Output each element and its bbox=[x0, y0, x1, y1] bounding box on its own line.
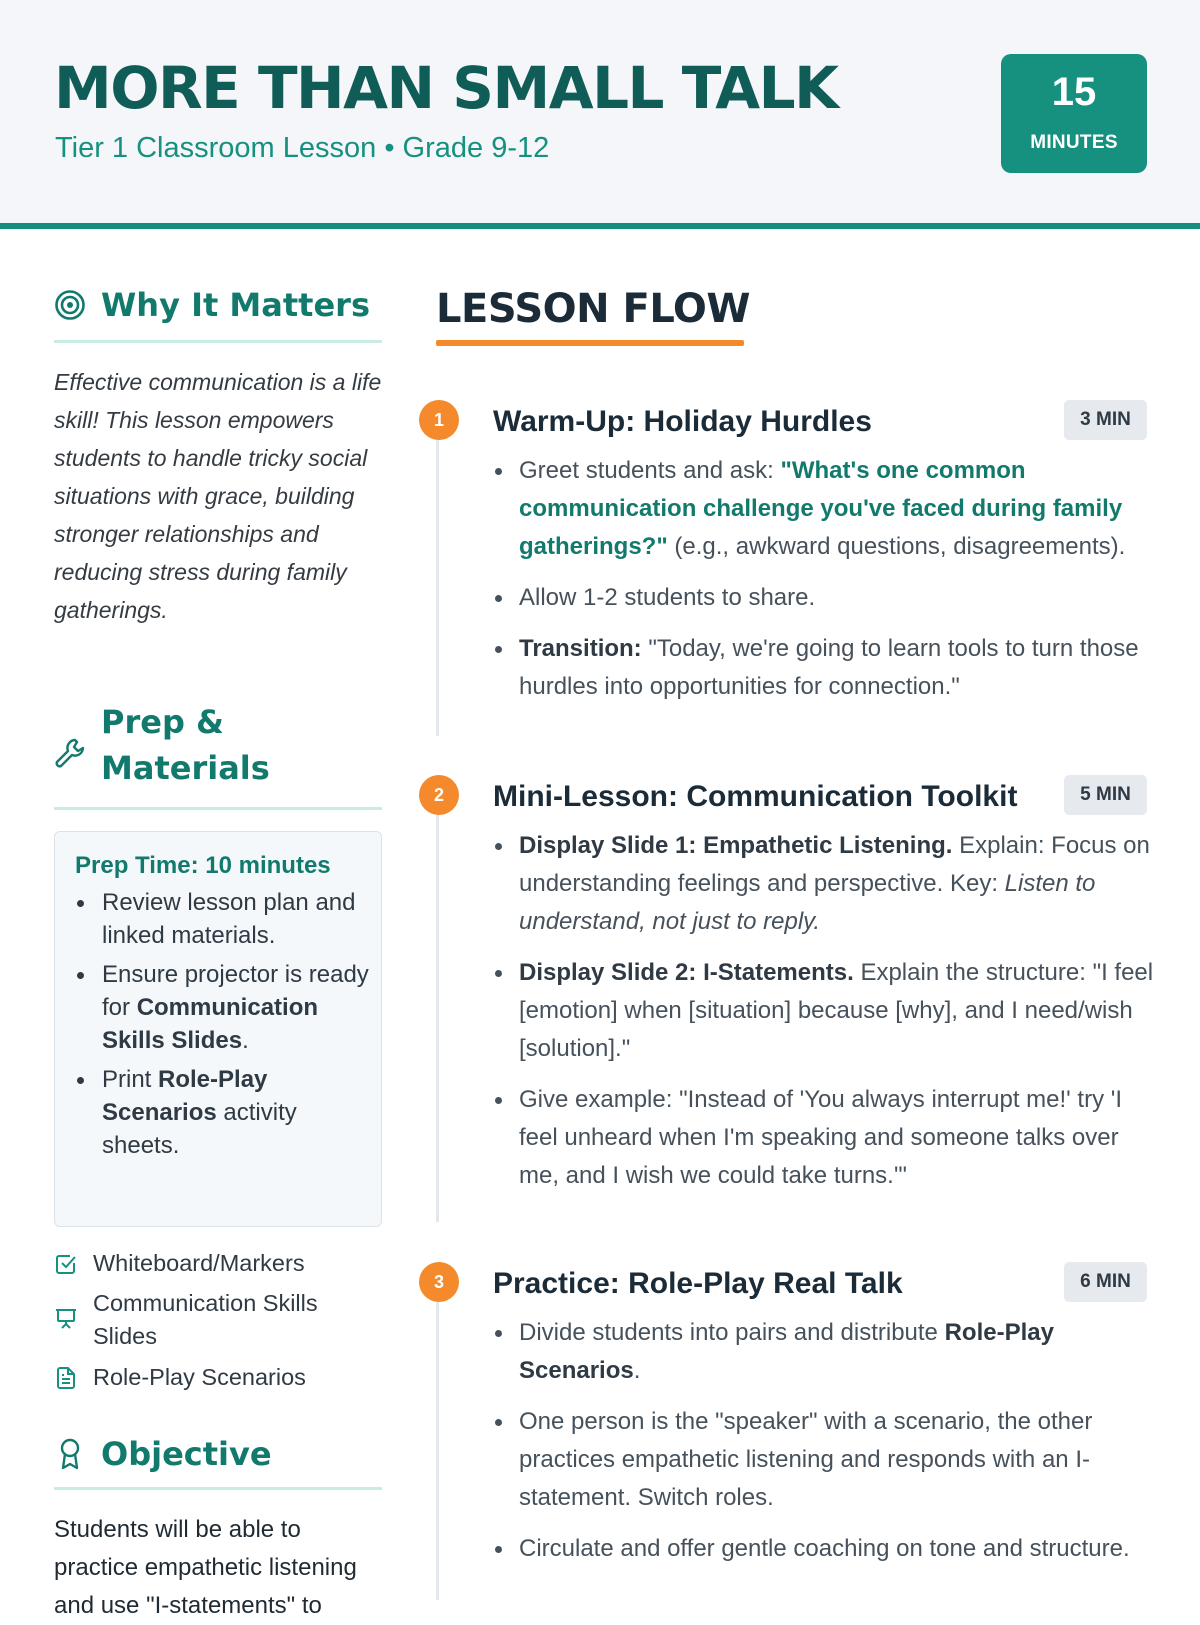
bullet-text: Greet students and ask: bbox=[519, 457, 781, 484]
bullet-text: Explain: Focus on understanding feelings and perspective. Key: bbox=[519, 832, 1150, 897]
step-title: Mini-Lesson: Communication Toolkit bbox=[493, 780, 1018, 813]
timeline-line bbox=[436, 795, 439, 1222]
prep-item-text: . bbox=[242, 1027, 249, 1054]
bullet-bold: Role-Play Scenarios bbox=[519, 1319, 1054, 1384]
prep-heading-line2: Materials bbox=[101, 749, 270, 787]
prep-item bbox=[75, 886, 371, 952]
award-icon bbox=[58, 1438, 82, 1475]
step-bullets bbox=[493, 1314, 1155, 1581]
step-bullet bbox=[493, 579, 1155, 617]
bullet-text: . bbox=[633, 1357, 641, 1384]
step-title: Warm-Up: Holiday Hurdles bbox=[493, 405, 872, 438]
step-number: 2 bbox=[419, 775, 459, 815]
step-minutes-badge: 3 MIN bbox=[1064, 400, 1147, 440]
bullet-bold: Transition: bbox=[519, 635, 642, 662]
prep-item-text: Print bbox=[102, 1066, 159, 1093]
bullet-italic: Listen to understand, not just to reply. bbox=[519, 870, 1096, 935]
wrench-icon bbox=[54, 737, 86, 776]
bullet-text: "Today, we're going to learn tools to turn those hurdles into opportunities for connection." bbox=[519, 635, 1139, 700]
prep-item-text: Ensure projector is ready for bbox=[102, 961, 369, 1021]
timeline-line bbox=[436, 420, 439, 736]
material-label: Whiteboard/Markers bbox=[93, 1250, 305, 1276]
step-bullet bbox=[493, 954, 1155, 1068]
bullet-text: One person is the "speaker" with a scenario, the other practices empathetic listening and responds with an I-statement. Switch roles. bbox=[519, 1408, 1093, 1511]
why-heading bbox=[54, 285, 382, 343]
duration-number: 15 bbox=[1051, 70, 1097, 114]
step-bullets bbox=[493, 827, 1155, 1208]
duration-unit: MINUTES bbox=[1030, 132, 1118, 153]
prep-heading-line1: Prep & bbox=[101, 703, 224, 741]
bullet-text: Circulate and offer gentle coaching on tone and structure. bbox=[519, 1535, 1130, 1562]
prep-item bbox=[75, 958, 371, 1057]
why-heading-text: Why It Matters bbox=[101, 286, 370, 324]
step-number: 3 bbox=[419, 1262, 459, 1302]
page-title: MORE THAN SMALL TALK bbox=[54, 54, 838, 122]
step-bullet bbox=[493, 630, 1155, 706]
bullet-text: Explain the structure: "I feel [emotion] when [situation] because [why], and I need/wish [solution]." bbox=[519, 959, 1154, 1062]
bullet-text: Allow 1-2 students to share. bbox=[519, 584, 816, 611]
prep-item-bold: Communication Skills Slides bbox=[102, 994, 319, 1054]
prep-box bbox=[54, 831, 382, 1227]
why-text: Effective communication is a life skill! This lesson empowers students to handle tricky social situations with grace, building stronger relationships and reducing stress during family gatherings. bbox=[54, 369, 382, 623]
bullet-text: Divide students into pairs and distribute bbox=[519, 1319, 945, 1346]
page-header bbox=[0, 0, 1200, 229]
bullet-text: (e.g., awkward questions, disagreements). bbox=[667, 533, 1126, 560]
step-title: Practice: Role-Play Real Talk bbox=[493, 1267, 903, 1300]
step-bullet bbox=[493, 1081, 1155, 1195]
bullet-text: Give example: "Instead of 'You always interrupt me!' try 'I feel unheard when I'm speaking and someone talks over me, and I wish we could take turns.'" bbox=[519, 1086, 1122, 1189]
step-bullet bbox=[493, 827, 1155, 941]
material-label: Communication Skills Slides bbox=[93, 1290, 318, 1349]
bullet-bold: Display Slide 1: Empathetic Listening. bbox=[519, 832, 953, 859]
step-bullet bbox=[493, 1530, 1155, 1568]
step-number: 1 bbox=[419, 400, 459, 440]
bullet-bold: Display Slide 2: I-Statements. bbox=[519, 959, 854, 986]
step-bullets bbox=[493, 452, 1155, 719]
objective-heading-text: Objective bbox=[101, 1435, 272, 1473]
prep-heading bbox=[54, 705, 382, 810]
prep-item-text: Review lesson plan and linked materials. bbox=[102, 889, 356, 949]
material-label: Role-Play Scenarios bbox=[93, 1364, 306, 1390]
step-bullet bbox=[493, 452, 1155, 566]
objective-text: Students will be able to practice empathetic listening and use "I-statements" to bbox=[54, 1516, 357, 1619]
lesson-flow-underline bbox=[436, 340, 744, 346]
lesson-flow-title: LESSON FLOW bbox=[436, 286, 751, 332]
prep-item bbox=[75, 1063, 371, 1162]
objective-heading bbox=[54, 1432, 382, 1490]
step-minutes-badge: 6 MIN bbox=[1064, 1262, 1147, 1302]
prep-time: Prep Time: 10 minutes bbox=[75, 852, 331, 879]
discussion-question: "What's one common communication challenge you've faced during family gatherings?" bbox=[519, 457, 1123, 560]
material-item bbox=[54, 1287, 384, 1357]
step-bullet bbox=[493, 1314, 1155, 1390]
checkbox-icon bbox=[54, 1252, 78, 1285]
presentation-icon bbox=[54, 1307, 78, 1340]
page-subtitle: Tier 1 Classroom Lesson • Grade 9-12 bbox=[55, 132, 550, 164]
prep-item-text: activity sheets. bbox=[102, 1099, 297, 1159]
duration-badge bbox=[1001, 54, 1147, 173]
document-icon bbox=[54, 1366, 78, 1399]
target-icon bbox=[54, 289, 86, 326]
prep-checklist bbox=[75, 886, 371, 1168]
step-bullet bbox=[493, 1403, 1155, 1517]
step-minutes-badge: 5 MIN bbox=[1064, 775, 1147, 815]
prep-item-bold: Role-Play Scenarios bbox=[102, 1066, 268, 1126]
timeline-line bbox=[436, 1282, 439, 1600]
